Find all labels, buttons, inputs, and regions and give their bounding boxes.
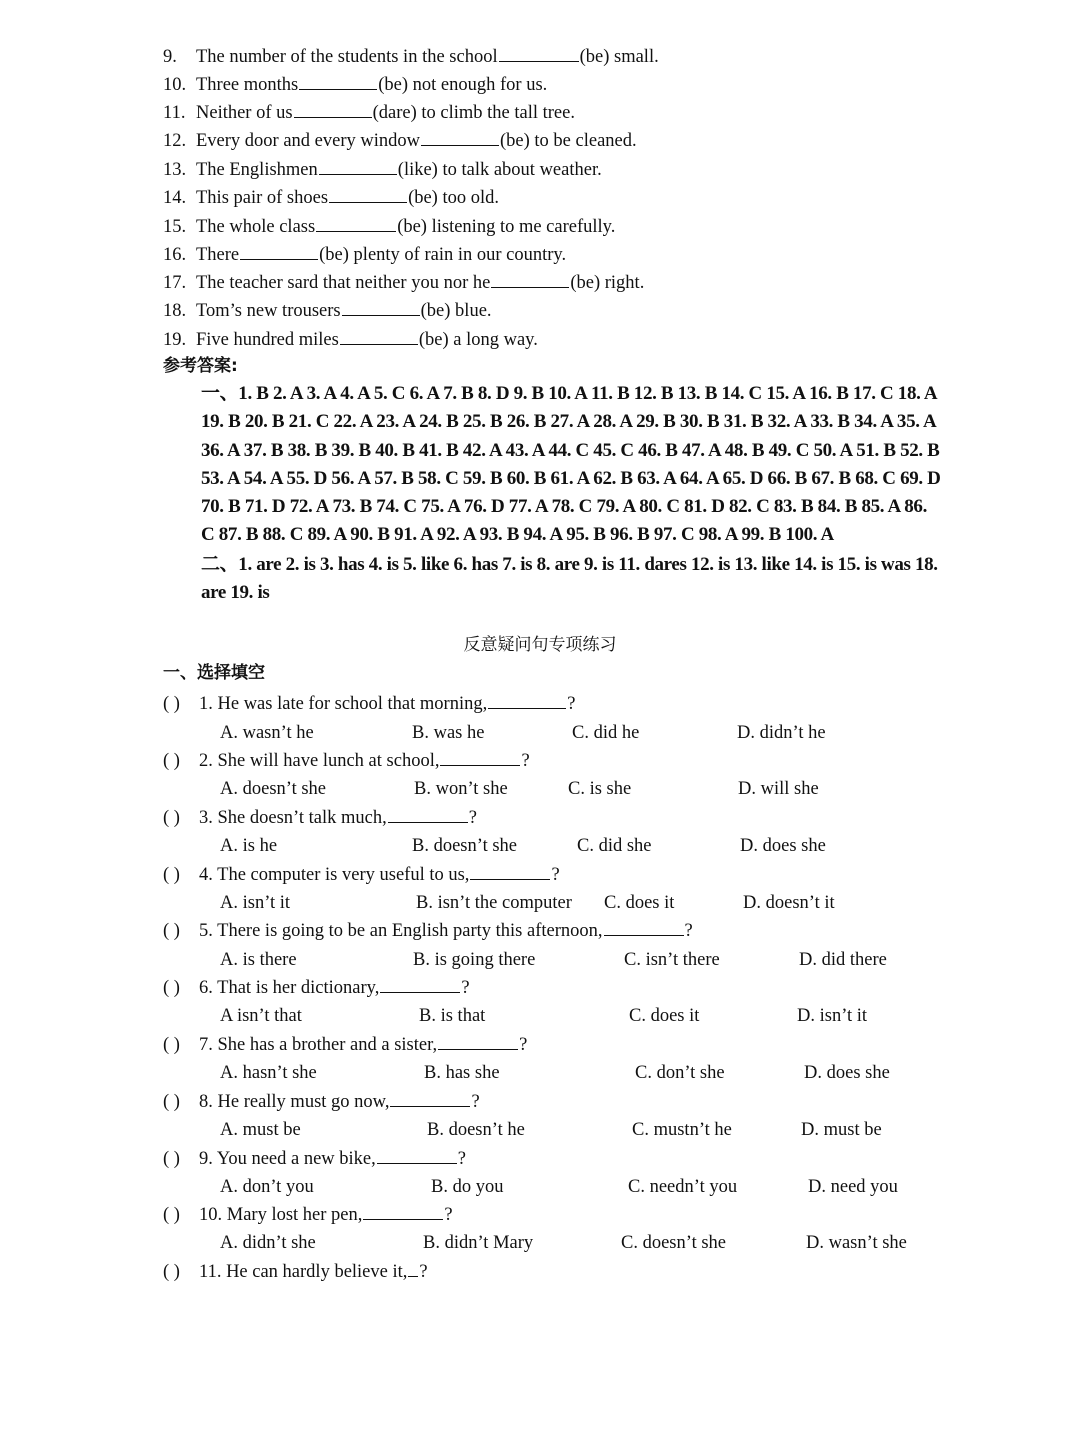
answer-paren[interactable]: ( ) — [163, 1035, 180, 1055]
answer-blank[interactable] — [294, 101, 372, 118]
option-b[interactable]: B. didn’t Mary — [423, 1233, 534, 1253]
option-c[interactable]: C. doesn’t she — [621, 1233, 727, 1253]
option-b[interactable]: B. do you — [431, 1177, 504, 1197]
fill-item: 15. The whole class (be) listening to me carefully. — [163, 217, 616, 237]
option-d[interactable]: D. need you — [808, 1177, 898, 1197]
fill-item: 17. The teacher sard that neither you nor he (be) right. — [163, 273, 645, 293]
option-d[interactable]: D. did there — [799, 950, 887, 970]
answer-paren[interactable]: ( ) — [163, 921, 180, 941]
option-a[interactable]: A. didn’t she — [220, 1233, 316, 1253]
option-c[interactable]: C. needn’t you — [628, 1177, 738, 1197]
mc-options — [0, 1004, 1080, 1028]
mc-options — [0, 834, 1080, 858]
option-b[interactable]: B. is going there — [413, 950, 536, 970]
fill-item: 19. Five hundred miles (be) a long way. — [163, 330, 538, 350]
mc-question: ( ) 2. She will have lunch at school, ? — [163, 751, 530, 771]
answers-part1: 一、1. B 2. A 3. A 4. A 5. C 6. A 7. B 8. D 9. B 10. A 11. B 12. B 13. B 14. C 15. A 16. B 17. C 18. A 19. B 20. B 21. C 22. A 23. A 24. B 25. B 26. B 27. A 28. A 29. B 30. B 31. B 32. A 33. B 34. A 35. A 36. A 37. B 38. B 39. B 40. B 41. B 42. A 43. A 44. C 45. C 46. B 47. A 48. B 49. C 50. A 51. B 52. B 53. A 54. A 55. D 56. A 57. B 58. C 59. B 60. B 61. A 62. B 63. A 64. A 65. D 66. B 67. B 68. C 69. D 70. B 71. D 72. A 73. B 74. C 75. A 76. D 77. A 78. C 79. A 80. C 81. D 82. C 83. B 84. B 85. A 86. C 87. B 88. C 89. A 90. B 91. A 92. A 93. B 94. A 95. B 96. B 97. C 98. A 99. B 100. A — [201, 383, 941, 546]
mc-options — [0, 948, 1080, 972]
option-d[interactable]: D. doesn’t it — [743, 893, 835, 913]
answer-paren[interactable]: ( ) — [163, 808, 180, 828]
section-title: 反意疑问句专项练习 — [463, 635, 617, 655]
mc-question: ( ) 11. He can hardly believe it, ? — [163, 1262, 428, 1282]
answer-blank[interactable] — [408, 1260, 418, 1277]
answers-part2: 二、1. are 2. is 3. has 4. is 5. like 6. has 7. is 8. are 9. is 11. dares 12. is 13. like 14. is 15. is was 18. are 19. is — [201, 553, 938, 604]
option-b[interactable]: B. has she — [424, 1063, 500, 1083]
option-d[interactable]: D. does she — [740, 836, 826, 856]
mc-question: ( ) 7. She has a brother and a sister, ? — [163, 1035, 528, 1055]
fill-item: 16. There (be) plenty of rain in our country. — [163, 245, 567, 265]
mc-question: ( ) 10. Mary lost her pen, ? — [163, 1205, 453, 1225]
mc-question: ( ) 9. You need a new bike, ? — [163, 1149, 466, 1169]
option-c[interactable]: C. does it — [629, 1006, 700, 1026]
option-d[interactable]: D. must be — [801, 1120, 882, 1140]
answer-blank[interactable] — [499, 45, 579, 62]
option-a[interactable]: A isn’t that — [220, 1006, 302, 1026]
mc-question: ( ) 1. He was late for school that morning, ? — [163, 694, 576, 714]
fill-item: 13. The Englishmen (like) to talk about weather. — [163, 160, 602, 180]
answer-blank[interactable] — [319, 158, 397, 175]
answer-paren[interactable]: ( ) — [163, 751, 180, 771]
answer-paren[interactable]: ( ) — [163, 865, 180, 885]
fill-item: 10. Three months (be) not enough for us. — [163, 75, 548, 95]
option-d[interactable]: D. didn’t he — [737, 723, 826, 743]
answer-blank[interactable] — [488, 692, 566, 709]
answer-blank[interactable] — [377, 1147, 457, 1164]
answer-blank[interactable] — [240, 243, 318, 260]
option-a[interactable]: A. wasn’t he — [220, 723, 314, 743]
option-a[interactable]: A. must be — [220, 1120, 301, 1140]
answer-key — [163, 380, 943, 607]
answer-blank[interactable] — [421, 129, 499, 146]
mc-question: ( ) 8. He really must go now, ? — [163, 1092, 480, 1112]
answer-blank[interactable] — [363, 1203, 443, 1220]
answer-blank[interactable] — [299, 73, 377, 90]
answer-blank[interactable] — [329, 186, 407, 203]
fill-item: 11. Neither of us (dare) to climb the tall tree. — [163, 103, 575, 123]
answer-blank[interactable] — [388, 806, 468, 823]
option-b[interactable]: B. doesn’t he — [427, 1120, 525, 1140]
fill-item: 12. Every door and every window (be) to be cleaned. — [163, 131, 637, 151]
option-d[interactable]: D. will she — [738, 779, 819, 799]
answer-paren[interactable]: ( ) — [163, 1149, 180, 1169]
mc-question: ( ) 6. That is her dictionary, ? — [163, 978, 470, 998]
fill-item: 18. Tom’s new trousers (be) blue. — [163, 301, 492, 321]
answer-blank[interactable] — [342, 299, 420, 316]
answer-paren[interactable]: ( ) — [163, 1262, 180, 1282]
answer-paren[interactable]: ( ) — [163, 1092, 180, 1112]
option-a[interactable]: A. don’t you — [220, 1177, 314, 1197]
option-d[interactable]: D. wasn’t she — [806, 1233, 907, 1253]
option-c[interactable]: C. don’t she — [635, 1063, 725, 1083]
answer-heading: 参考答案: — [163, 356, 238, 376]
option-c[interactable]: C. did he — [572, 723, 640, 743]
option-c[interactable]: C. did she — [577, 836, 652, 856]
mc-options — [0, 1231, 1080, 1255]
answer-blank[interactable] — [440, 749, 520, 766]
answer-blank[interactable] — [340, 328, 418, 345]
answer-blank[interactable] — [380, 976, 460, 993]
option-b[interactable]: B. was he — [412, 723, 485, 743]
mc-options — [0, 891, 1080, 915]
mc-question: ( ) 3. She doesn’t talk much, ? — [163, 808, 477, 828]
option-a[interactable]: A. doesn’t she — [220, 779, 327, 799]
option-a[interactable]: A. hasn’t she — [220, 1063, 317, 1083]
option-c[interactable]: C. isn’t there — [624, 950, 720, 970]
option-d[interactable]: D. isn’t it — [797, 1006, 868, 1026]
mc-options — [0, 1175, 1080, 1199]
mc-question: ( ) 5. There is going to be an English party this afternoon, ? — [163, 921, 693, 941]
answer-blank[interactable] — [491, 271, 569, 288]
mc-options — [0, 1118, 1080, 1142]
answer-blank[interactable] — [316, 215, 396, 232]
option-c[interactable]: C. is she — [568, 779, 632, 799]
answer-paren[interactable]: ( ) — [163, 694, 180, 714]
option-b[interactable]: B. is that — [419, 1006, 486, 1026]
mc-question: ( ) 4. The computer is very useful to us, ? — [163, 865, 560, 885]
answer-paren[interactable]: ( ) — [163, 1205, 180, 1225]
mc-options — [0, 777, 1080, 801]
fill-item: 14. This pair of shoes (be) too old. — [163, 188, 499, 208]
option-a[interactable]: A. is there — [220, 950, 297, 970]
section-heading: 一、选择填空 — [163, 663, 265, 683]
option-d[interactable]: D. does she — [804, 1063, 890, 1083]
mc-options — [0, 1061, 1080, 1085]
answer-paren[interactable]: ( ) — [163, 978, 180, 998]
option-b[interactable]: B. doesn’t she — [412, 836, 518, 856]
option-b[interactable]: B. won’t she — [414, 779, 508, 799]
option-b[interactable]: B. isn’t the computer — [416, 893, 572, 913]
mc-options — [0, 721, 1080, 745]
answer-blank[interactable] — [390, 1090, 470, 1107]
fill-item: 9. The number of the students in the school (be) small. — [163, 47, 659, 67]
option-c[interactable]: C. mustn’t he — [632, 1120, 732, 1140]
answer-blank[interactable] — [438, 1033, 518, 1050]
option-a[interactable]: A. is he — [220, 836, 278, 856]
option-c[interactable]: C. does it — [604, 893, 675, 913]
option-a[interactable]: A. isn’t it — [220, 893, 291, 913]
answer-blank[interactable] — [604, 919, 684, 936]
answer-blank[interactable] — [470, 863, 550, 880]
